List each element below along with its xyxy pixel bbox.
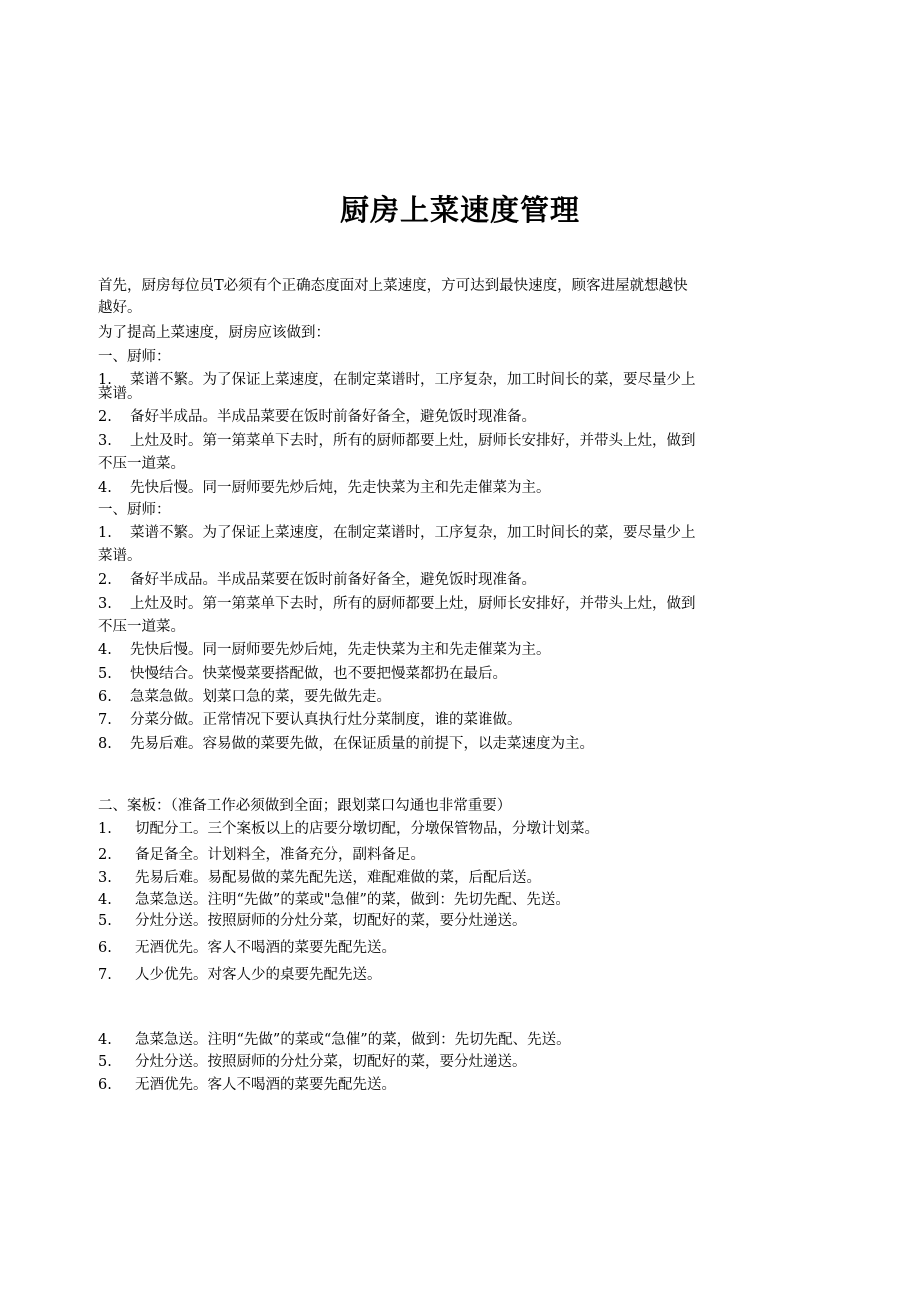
item-text: 急菜急送。注明“先做”的菜或"急催”的菜，做到：先切先配、先送。 bbox=[135, 892, 570, 908]
list-item bbox=[98, 1076, 396, 1094]
list-item bbox=[98, 735, 594, 753]
list-item bbox=[98, 912, 527, 930]
item-text: 备好半成品。半成品菜要在饭时前备好备全，避免饭时现准备。 bbox=[130, 572, 536, 588]
document-title: 厨房上菜速度管理 bbox=[339, 193, 580, 227]
item-number: 5. bbox=[98, 913, 112, 929]
list-item bbox=[98, 846, 425, 864]
item-number: 2. bbox=[98, 572, 112, 588]
item-number: 2. bbox=[98, 409, 112, 425]
item-text: 切配分工。三个案板以上的店要分墩切配，分墩保管物品，分墩计划菜。 bbox=[135, 821, 599, 837]
item-number: 3. bbox=[98, 596, 112, 612]
list-item bbox=[98, 711, 522, 729]
item-number: 1. bbox=[98, 821, 112, 837]
item-number: 4. bbox=[98, 642, 112, 658]
list-item bbox=[98, 408, 536, 426]
list-item bbox=[98, 966, 382, 984]
item-number: 7. bbox=[98, 967, 112, 983]
item-continuation: 菜谱。 bbox=[98, 386, 142, 402]
item-text: 先快后慢。同一厨师要先炒后炖，先走快菜为主和先走催菜为主。 bbox=[130, 642, 551, 658]
item-text: 备足备全。计划料全，准备充分，副料备足。 bbox=[135, 847, 425, 863]
list-item bbox=[98, 665, 507, 683]
item-number: 1. bbox=[98, 525, 112, 541]
intro-line: 越好。 bbox=[98, 300, 142, 316]
item-number: 5. bbox=[98, 666, 112, 682]
item-continuation: 菜谱。 bbox=[98, 548, 142, 564]
list-item bbox=[98, 641, 551, 659]
item-text: 无酒优先。客人不喝酒的菜要先配先送。 bbox=[135, 1077, 396, 1093]
item-number: 4. bbox=[98, 892, 112, 908]
list-item bbox=[98, 820, 599, 838]
item-text: 快慢结合。快菜慢菜要搭配做，也不要把慢菜都扔在最后。 bbox=[130, 666, 507, 682]
item-number: 6. bbox=[98, 1077, 112, 1093]
item-text: 人少优先。对客人少的桌要先配先送。 bbox=[135, 967, 382, 983]
item-text: 菜谱不繁。为了保证上菜速度，在制定菜谱时，工序复杂，加工时间长的菜，要尽量少上 bbox=[130, 525, 696, 541]
list-item bbox=[98, 524, 696, 542]
list-item bbox=[98, 595, 696, 613]
list-item bbox=[98, 371, 696, 389]
item-text: 无酒优先。客人不喝酒的菜要先配先送。 bbox=[135, 940, 396, 956]
item-number: 4. bbox=[98, 480, 112, 496]
list-item bbox=[98, 1031, 571, 1049]
list-item bbox=[98, 869, 541, 887]
item-text: 先快后慢。同一厨师要先炒后炖，先走快菜为主和先走催菜为主。 bbox=[130, 480, 551, 496]
item-text: 先易后难。容易做的菜要先做，在保证质量的前提下，以走菜速度为主。 bbox=[130, 736, 594, 752]
item-text: 先易后难。易配易做的菜先配先送，难配难做的菜，后配后送。 bbox=[135, 870, 541, 886]
item-number: 7. bbox=[98, 712, 112, 728]
item-number: 5. bbox=[98, 1054, 112, 1070]
item-number: 6. bbox=[98, 940, 112, 956]
list-item bbox=[98, 891, 570, 909]
section-heading: 一、厨师： bbox=[98, 502, 171, 518]
intro-line: 为了提高上菜速度，厨房应该做到： bbox=[98, 325, 330, 341]
item-text: 上灶及时。第一第菜单下去时，所有的厨师都要上灶，厨师长安排好，并带头上灶，做到 bbox=[130, 596, 696, 612]
item-text: 备好半成品。半成品菜要在饭时前备好备全，避免饭时现准备。 bbox=[130, 409, 536, 425]
list-item bbox=[98, 432, 696, 450]
item-text: 分灶分送。按照厨师的分灶分菜，切配好的菜，要分灶递送。 bbox=[135, 913, 527, 929]
item-number: 6. bbox=[98, 689, 112, 705]
item-continuation: 不压一道菜。 bbox=[98, 456, 185, 472]
list-item bbox=[98, 571, 536, 589]
item-number: 3. bbox=[98, 433, 112, 449]
list-item bbox=[98, 939, 396, 957]
item-text: 急菜急送。注明“先做”的菜或“急催”的菜，做到：先切先配、先送。 bbox=[135, 1032, 571, 1048]
section-heading: 一、厨师： bbox=[98, 349, 171, 365]
intro-line: 首先，厨房每位员T必须有个正确态度面对上菜速度，方可达到最快速度，顾客进屋就想越快 bbox=[98, 278, 688, 294]
list-item bbox=[98, 688, 391, 706]
item-text: 分灶分送。按照厨师的分灶分菜，切配好的菜，要分灶递送。 bbox=[135, 1054, 527, 1070]
item-number: 3. bbox=[98, 870, 112, 886]
item-continuation: 不压一道菜。 bbox=[98, 619, 185, 635]
item-number: 1. bbox=[98, 372, 112, 388]
item-text: 上灶及时。第一第菜单下去时，所有的厨师都要上灶，厨师长安排好，并带头上灶，做到 bbox=[130, 433, 696, 449]
item-number: 4. bbox=[98, 1032, 112, 1048]
item-text: 分菜分做。正常情况下要认真执行灶分菜制度，谁的菜谁做。 bbox=[130, 712, 522, 728]
item-text: 急菜急做。划菜口急的菜，要先做先走。 bbox=[130, 689, 391, 705]
list-item bbox=[98, 479, 551, 497]
item-number: 8. bbox=[98, 736, 112, 752]
section-heading: 二、案板：（准备工作必须做到全面；跟划菜口勾通也非常重要） bbox=[98, 798, 512, 814]
item-text: 菜谱不繁。为了保证上菜速度，在制定菜谱时，工序复杂，加工时间长的菜，要尽量少上 bbox=[130, 372, 696, 388]
item-number: 2. bbox=[98, 847, 112, 863]
list-item bbox=[98, 1053, 527, 1071]
